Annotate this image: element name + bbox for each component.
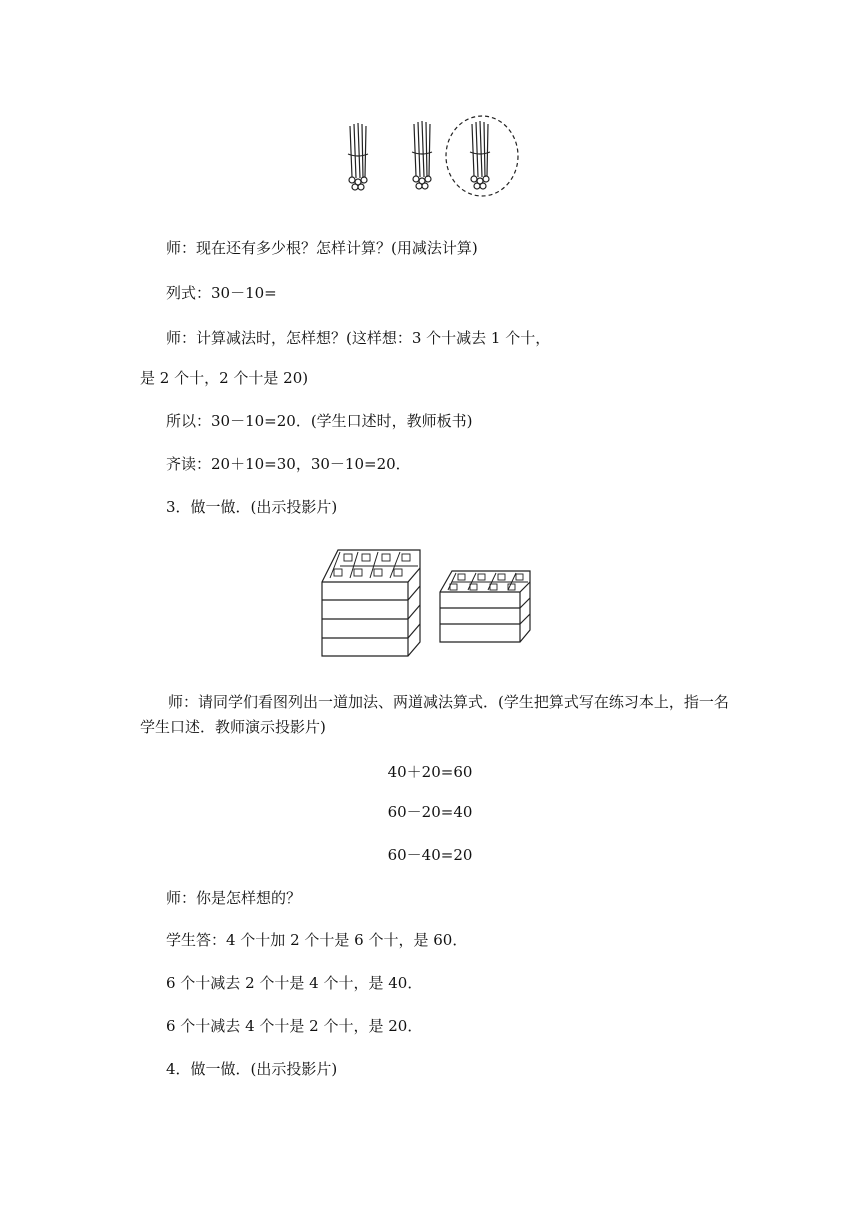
so-line: 所以：30－10=20．(学生口述时，教师板书) — [166, 412, 473, 430]
task-3-heading: 3．做一做．(出示投影片) — [166, 498, 338, 516]
think-line-1: 师：计算减法时，怎样想？(这样想：3 个十减去 1 个十， — [166, 329, 551, 347]
sticks-figure — [330, 112, 530, 202]
box-stack-right — [440, 571, 530, 642]
how-question: 师：你是怎样想的？ — [166, 889, 302, 907]
stick-bundle-1 — [348, 123, 368, 190]
equation-3: 60－40=20 — [387, 846, 473, 864]
student-answer-2: 6 个十减去 2 个十是 4 个十，是 40． — [166, 974, 423, 992]
equation-1: 40＋20=60 — [387, 763, 473, 781]
boxes-figure — [318, 544, 543, 666]
stick-bundle-3-circled — [446, 116, 518, 196]
task-4-heading: 4．做一做．(出示投影片) — [166, 1060, 338, 1078]
student-answer-3: 6 个十减去 4 个十是 2 个十，是 20． — [166, 1017, 423, 1035]
think-line-2: 是 2 个十，2 个十是 20) — [140, 369, 309, 387]
stick-bundle-2 — [412, 121, 432, 189]
box-stack-left — [322, 550, 420, 656]
expression-line: 列式：30－10= — [166, 284, 277, 302]
equation-2: 60－20=40 — [387, 803, 473, 821]
student-answer-1: 学生答：4 个十加 2 个十是 6 个十，是 60． — [166, 931, 468, 949]
read-line: 齐读：20＋10=30，30－10=20． — [166, 455, 411, 473]
question-remaining: 师：现在还有多少根？怎样计算？(用减法计算) — [166, 239, 478, 257]
instruction-paragraph: 师：请同学们看图列出一道加法、两道减法算式．(学生把算式写在练习本上，指一名学生口述．教师演示投影片) — [140, 693, 729, 736]
